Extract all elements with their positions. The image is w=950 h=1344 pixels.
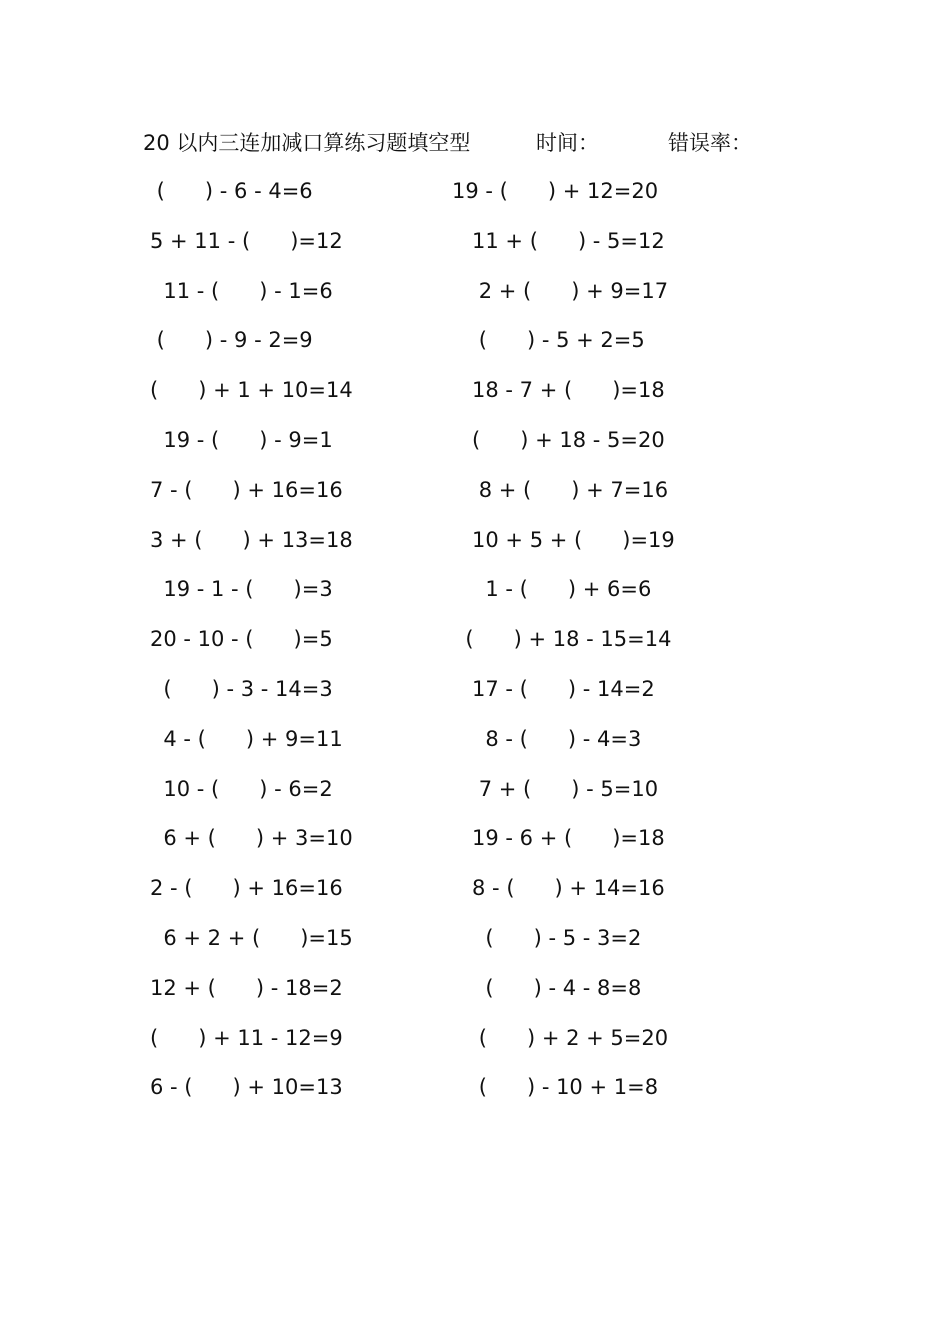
left-problem: 2 - ( ) + 16=16	[150, 876, 343, 901]
left-problem: ( ) + 1 + 10=14	[150, 378, 353, 403]
right-problem: ( ) - 4 - 8=8	[452, 975, 642, 1000]
right-problem: ( ) - 10 + 1=8	[452, 1075, 659, 1100]
left-problem: 5 + 11 - ( )=12	[150, 228, 343, 253]
right-problem: 17 - ( ) - 14=2	[452, 676, 655, 701]
left-problem: ( ) - 6 - 4=6	[150, 179, 313, 203]
left-problem-column	[150, 174, 365, 1120]
right-problem: 8 - ( ) - 4=3	[452, 726, 642, 751]
right-problem: ( ) + 2 + 5=20	[452, 1025, 669, 1050]
left-problem: 20 - 10 - ( )=5	[150, 627, 333, 652]
right-problem: 2 + ( ) + 9=17	[452, 278, 669, 303]
left-problem: 19 - 1 - ( )=3	[150, 577, 333, 602]
right-problem: ( ) - 5 + 2=5	[452, 328, 645, 353]
right-problem: 19 - 6 + ( )=18	[452, 826, 665, 851]
right-problem: ( ) - 5 - 3=2	[452, 925, 642, 950]
right-problem: 1 - ( ) + 6=6	[452, 577, 652, 602]
left-problem: ( ) - 3 - 14=3	[150, 676, 333, 701]
right-problem: 8 + ( ) + 7=16	[452, 477, 669, 502]
right-problem: 11 + ( ) - 5=12	[452, 228, 665, 253]
right-problem: ( ) + 18 - 5=20	[452, 427, 665, 452]
left-problem: ( ) - 9 - 2=9	[150, 328, 313, 353]
left-problem: ( ) + 11 - 12=9	[150, 1025, 343, 1050]
left-problem: 10 - ( ) - 6=2	[150, 776, 333, 801]
right-problem: 19 - ( ) + 12=20	[452, 179, 659, 203]
left-problem: 6 + ( ) + 3=10	[150, 826, 353, 851]
worksheet-header	[143, 126, 783, 160]
right-problem-column	[452, 174, 684, 1120]
right-problem: 7 + ( ) - 5=10	[452, 776, 659, 801]
right-problem: ( ) + 18 - 15=14	[452, 627, 672, 652]
left-problem: 4 - ( ) + 9=11	[150, 726, 343, 751]
error-rate-label: 错误率：	[668, 131, 752, 155]
left-problem: 6 - ( ) + 10=13	[150, 1075, 343, 1100]
left-problem: 6 + 2 + ( )=15	[150, 925, 353, 950]
right-problem: 10 + 5 + ( )=19	[452, 527, 675, 552]
left-problem: 7 - ( ) + 16=16	[150, 477, 343, 502]
left-problem: 19 - ( ) - 9=1	[150, 427, 333, 452]
left-problem: 11 - ( ) - 1=6	[150, 278, 333, 303]
time-label: 时间：	[536, 131, 599, 155]
right-problem: 18 - 7 + ( )=18	[452, 378, 665, 403]
left-problem: 3 + ( ) + 13=18	[150, 527, 353, 552]
worksheet-title: 20 以内三连加减口算练习题填空型	[143, 131, 471, 155]
left-problem: 12 + ( ) - 18=2	[150, 975, 343, 1000]
right-problem: 8 - ( ) + 14=16	[452, 876, 665, 901]
